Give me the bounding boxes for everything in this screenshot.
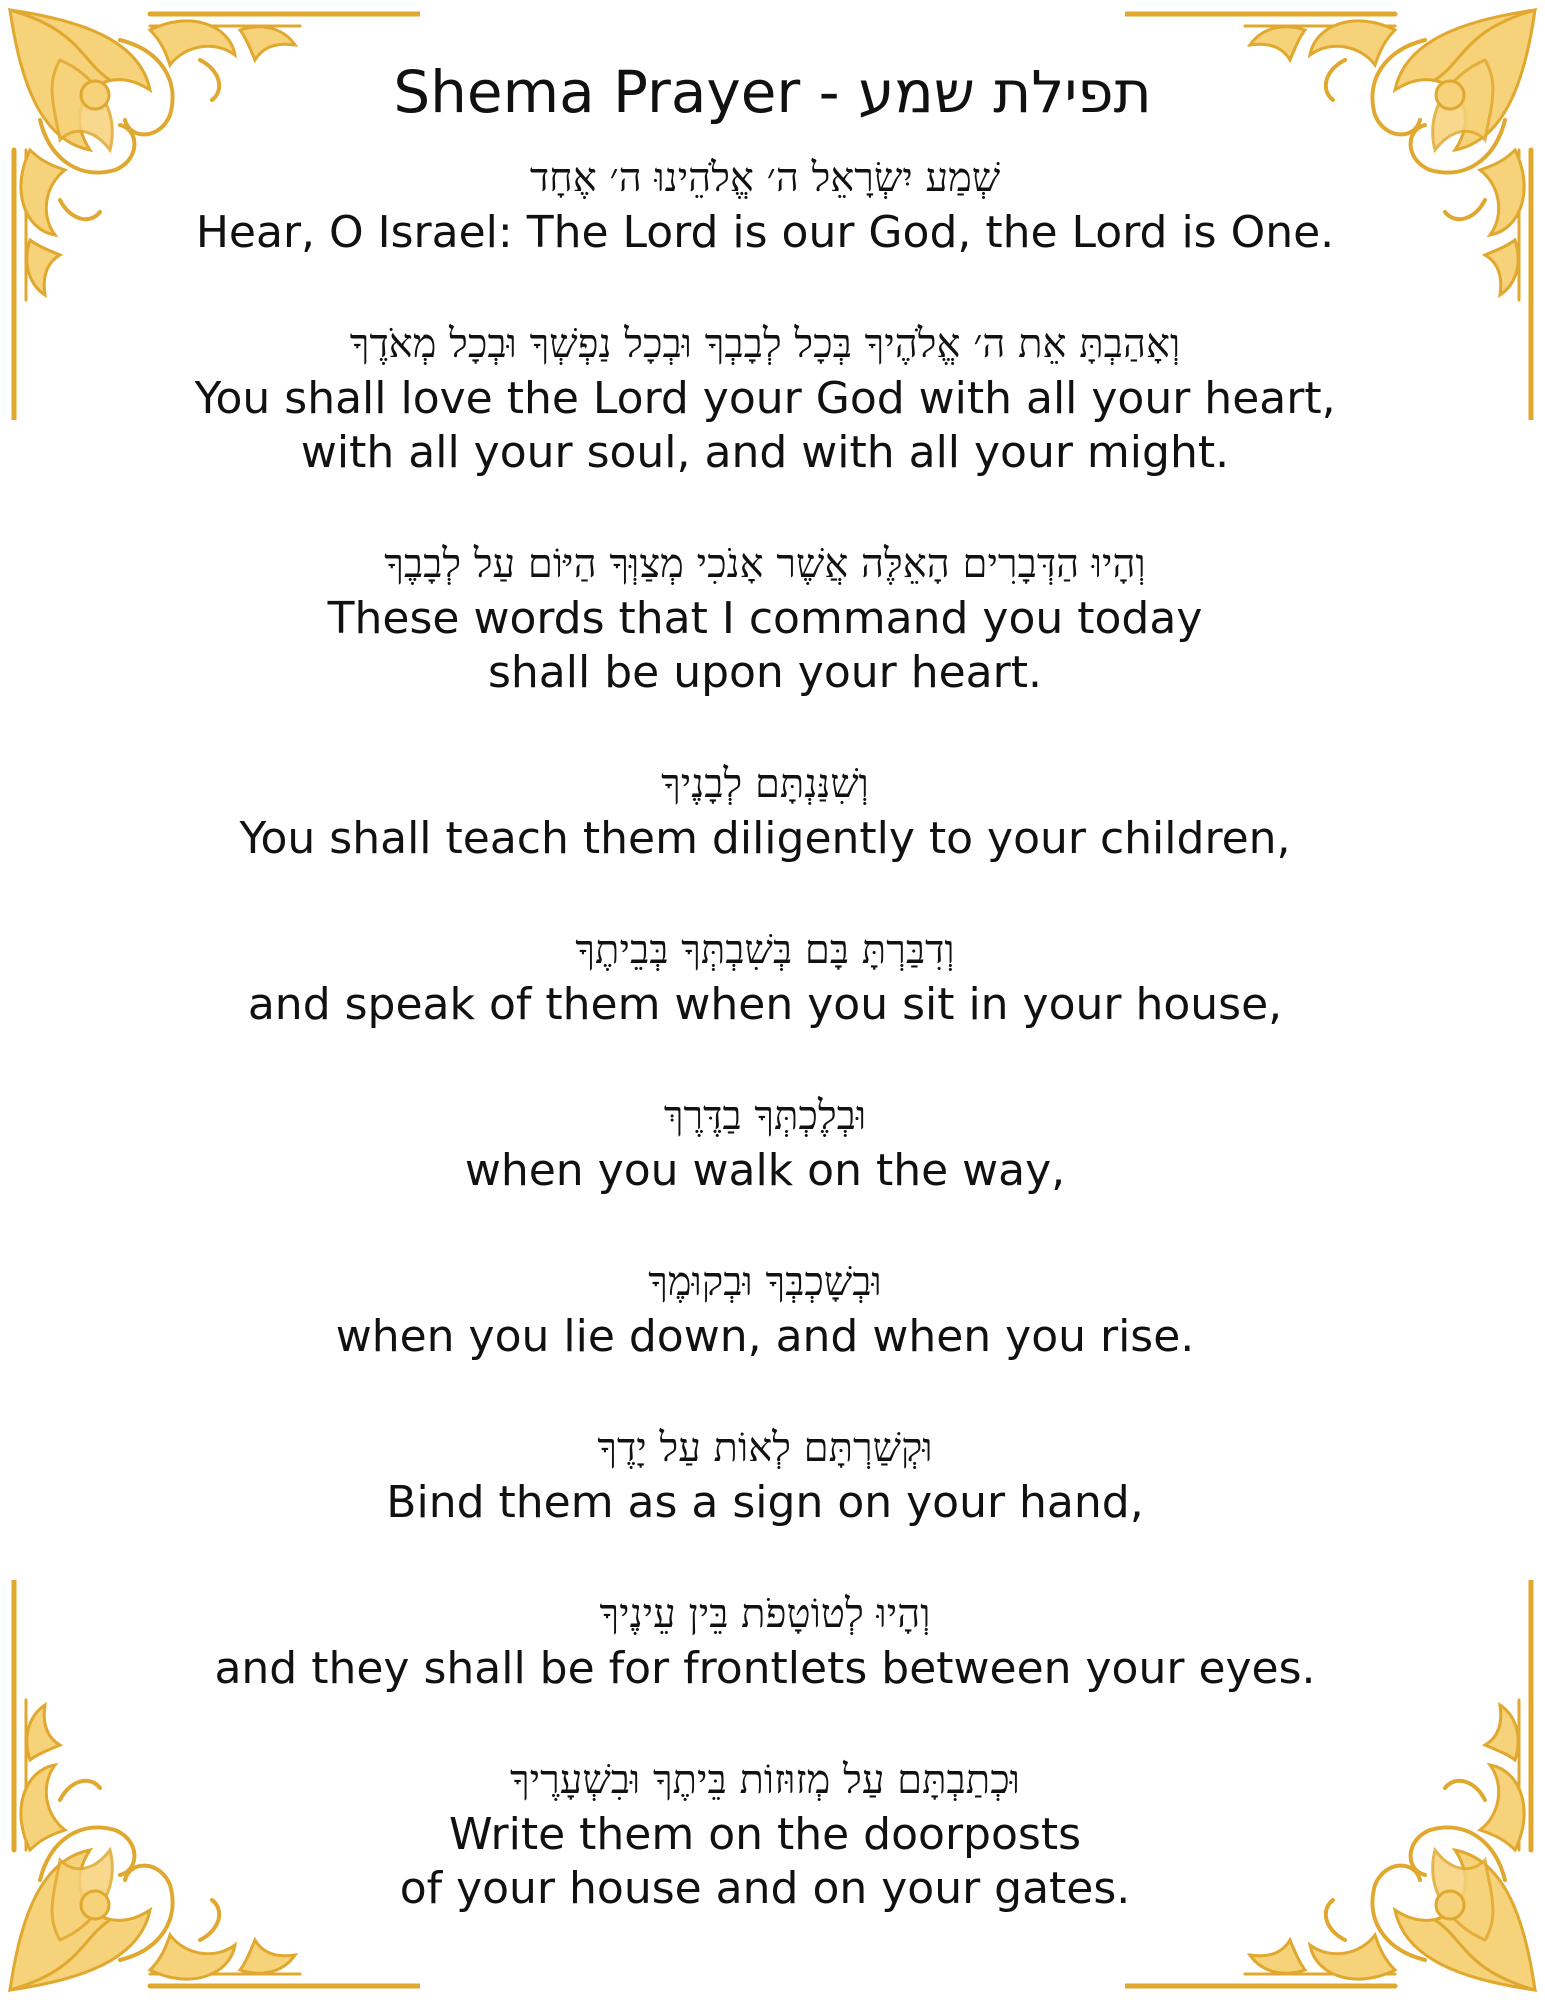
hebrew-line: וְהָיוּ לְטוֹטָפֹת בֵּין עֵינֶיךָ — [599, 1591, 931, 1637]
english-line: These words that I command you today — [327, 593, 1203, 644]
english-line: when you lie down, and when you rise. — [335, 1311, 1195, 1362]
hebrew-line: שְׁמַע יִשְׂרָאֵל ה׳ אֱלֹהֵינוּ ה׳ אֶחָד — [529, 155, 1001, 201]
verse-block — [170, 536, 1360, 700]
hebrew-line: וּכְתַבְתָּם עַל מְזוּזוֹת בֵּיתֶךָ וּבִשְׁעָרֶיךָ — [510, 1757, 1020, 1803]
hebrew-line: וּבְשָׁכְבְּךָ וּבְקוּמֶךָ — [648, 1259, 882, 1305]
verse-block — [170, 1254, 1360, 1364]
english-line: of your house and on your gates. — [399, 1863, 1131, 1914]
verse-block — [170, 150, 1360, 260]
hebrew-line: וְהָיוּ הַדְּבָרִים הָאֵלֶּה אֲשֶׁר אָנֹכִי מְצַוְּךָ הַיּוֹם עַל לְבָבֶךָ — [384, 541, 1146, 587]
english-line: You shall teach them diligently to your children, — [239, 813, 1291, 864]
english-line: shall be upon your heart. — [488, 647, 1042, 698]
verse-block — [170, 1420, 1360, 1530]
verse-block — [170, 756, 1360, 866]
verse-block — [170, 1586, 1360, 1696]
hebrew-line: וּקְשַׁרְתָּם לְאוֹת עַל יָדֶךָ — [597, 1425, 933, 1471]
title-english: Shema Prayer - — [393, 58, 840, 126]
verse-block — [170, 1752, 1360, 1916]
english-line: You shall love the Lord your God with all your heart, — [194, 373, 1336, 424]
english-line: with all your soul, and with all your might. — [300, 427, 1230, 478]
hebrew-line: וְשִׁנַּנְתָּם לְבָנֶיךָ — [661, 761, 869, 807]
hebrew-line: וּבְלֶכְתְּךָ בַדֶּרֶךְ — [663, 1093, 867, 1139]
hebrew-line: וְאָהַבְתָּ אֵת ה׳ אֱלֹהֶיךָ בְּכָל לְבָבְךָ וּבְכָל נַפְשְׁךָ וּבְכָל מְאֹדֶךָ — [349, 321, 1181, 367]
english-line: and speak of them when you sit in your house, — [247, 979, 1283, 1030]
english-line: Hear, O Israel: The Lord is our God, the Lord is One. — [195, 207, 1335, 258]
page-title — [0, 52, 1545, 132]
english-line: and they shall be for frontlets between your eyes. — [214, 1643, 1316, 1694]
verse-block — [170, 316, 1360, 480]
verse-list — [170, 150, 1360, 1972]
title-hebrew: תפילת שמע — [858, 58, 1152, 126]
verse-block — [170, 922, 1360, 1032]
english-line: when you walk on the way, — [464, 1145, 1066, 1196]
english-line: Bind them as a sign on your hand, — [386, 1477, 1144, 1528]
verse-block — [170, 1088, 1360, 1198]
english-line: Write them on the doorposts — [448, 1809, 1081, 1860]
hebrew-line: וְדִבַּרְתָּ בָּם בְּשִׁבְתְּךָ בְּבֵיתֶךָ — [575, 927, 955, 973]
